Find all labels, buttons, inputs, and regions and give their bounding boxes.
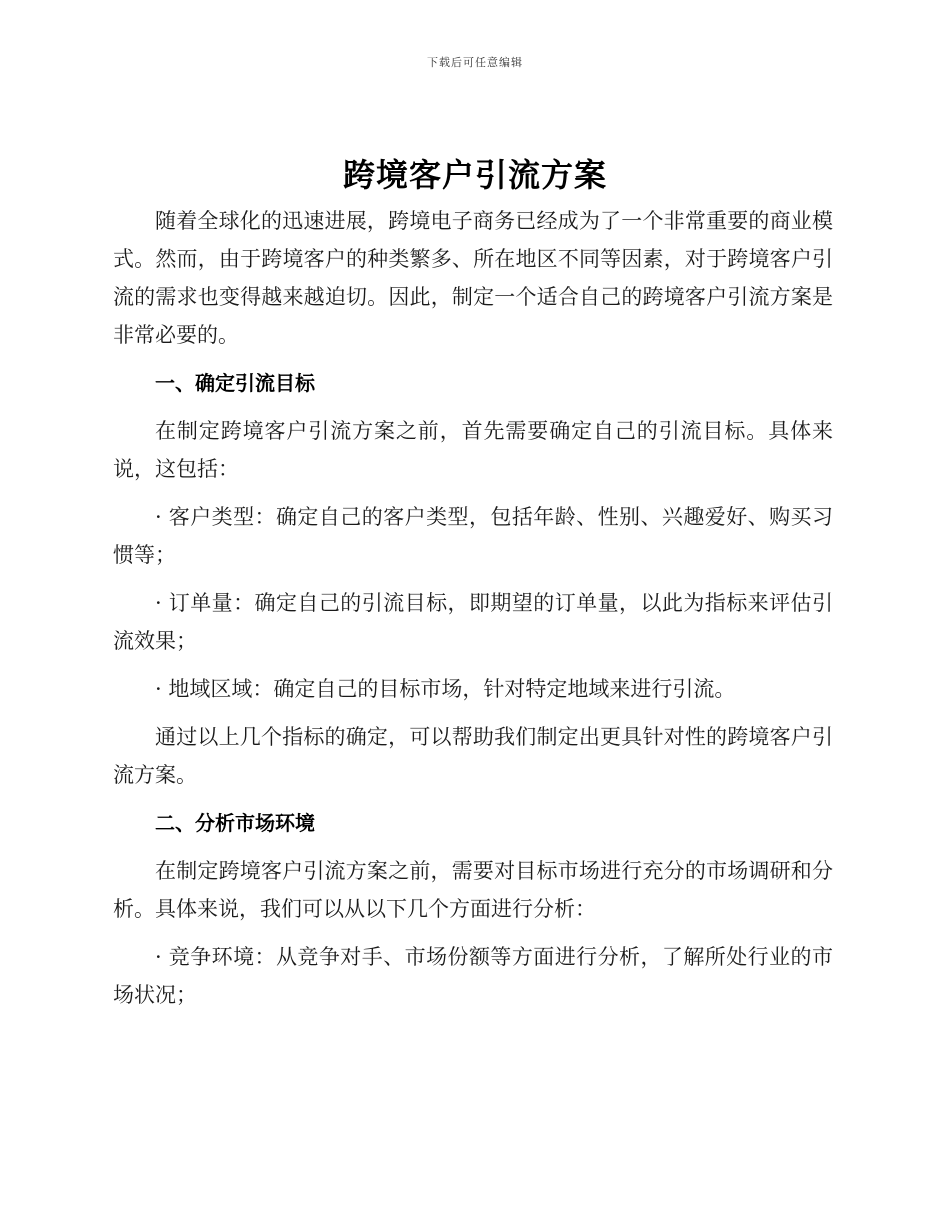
document-body	[113, 202, 833, 1024]
section-2-intro-paragraph: 在制定跨境客户引流方案之前，需要对目标市场进行充分的市场调研和分析。具体来说，我们可以从以下几个方面进行分析：	[113, 859, 833, 921]
section-heading-2: 二、分析市场环境	[155, 811, 315, 835]
bullet-item-competition: · 竞争环境：从竞争对手、市场份额等方面进行分析，了解所处行业的市场状况；	[113, 945, 833, 1007]
section-heading-1: 一、确定引流目标	[155, 371, 315, 395]
section-1-intro-paragraph: 在制定跨境客户引流方案之前，首先需要确定自己的引流目标。具体来说，这包括：	[113, 419, 833, 481]
section-1-summary-paragraph: 通过以上几个指标的确定，可以帮助我们制定出更具针对性的跨境客户引流方案。	[113, 725, 833, 787]
document-title: 跨境客户引流方案	[342, 156, 607, 194]
header-note: 下载后可任意编辑	[427, 56, 523, 69]
bullet-item-region: · 地域区域：确定自己的目标市场，针对特定地域来进行引流。	[155, 677, 736, 701]
intro-paragraph: 随着全球化的迅速进展，跨境电子商务已经成为了一个非常重要的商业模式。然而，由于跨境客户的种类繁多、所在地区不同等因素，对于跨境客户引流的需求也变得越来越迫切。因此，制定一个适合自己的跨境客户引流方案是非常必要的。	[113, 209, 833, 347]
bullet-item-customer-type: · 客户类型：确定自己的客户类型，包括年龄、性别、兴趣爱好、购买习惯等；	[113, 505, 833, 567]
bullet-item-order-volume: · 订单量：确定自己的引流目标，即期望的订单量，以此为指标来评估引流效果；	[113, 591, 833, 653]
